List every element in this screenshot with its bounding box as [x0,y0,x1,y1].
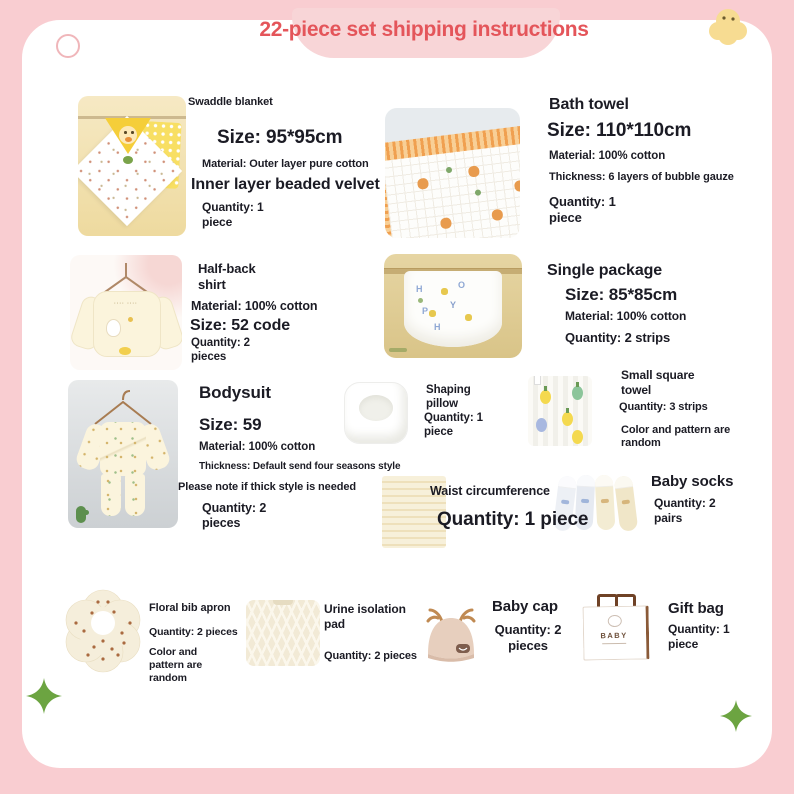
small-square-towel-photo [528,376,592,446]
shaping-pillow-quantity: Quantity: 1 piece [424,412,483,439]
half-back-shirt-size: Size: 52 code [190,317,291,334]
bodysuit-size: Size: 59 [199,415,262,434]
floral-bib-photo [62,585,144,675]
urine-pad-photo [246,600,320,666]
single-package-name: Single package [547,262,663,279]
small-square-towel-name: Small square towel [621,368,695,397]
urine-pad-name: Urine isolation pad [324,602,406,631]
floral-bib-quantity: Quantity: 2 pieces [149,626,238,638]
gift-bag-label: BABY [600,630,628,641]
bath-towel-thickness: Thickness: 6 layers of bubble gauze [549,171,734,183]
bath-towel-material: Material: 100% cotton [549,150,666,162]
chick-icon [706,4,750,48]
shaping-pillow-name: Shaping pillow [426,384,471,411]
page-title: 22-piece set shipping instructions [259,18,589,41]
swaddle-blanket-name: Swaddle blanket [188,96,273,108]
waist-circumference-name: Waist circumference [430,484,550,498]
bath-towel-name: Bath towel [549,96,629,113]
half-back-shirt-material: Material: 100% cotton [191,299,318,313]
bodysuit-thickness: Thickness: Default send four seasons style [199,461,401,472]
baby-cap-name: Baby cap [492,598,558,615]
swaddle-blanket-size: Size: 95*95cm [217,127,343,148]
baby-cap-quantity: Quantity: 2 pieces [494,622,562,653]
swaddle-blanket-material-2: Inner layer beaded velvet [191,176,380,193]
urine-pad-quantity: Quantity: 2 pieces [324,650,417,662]
gift-bag-photo [575,588,653,662]
half-back-shirt-quantity: Quantity: 2 pieces [191,337,250,364]
swaddle-blanket-quantity: Quantity: 1 piece [202,200,264,229]
half-back-shirt-photo: ···· ···· [70,255,182,370]
single-package-material: Material: 100% cotton [565,309,687,323]
baby-socks-name: Baby socks [651,473,734,490]
single-package-size: Size: 85*85cm [565,285,678,304]
half-back-shirt-name: Half-back shirt [198,261,256,292]
bath-towel-quantity: Quantity: 1 piece [549,194,616,225]
bodysuit-material: Material: 100% cotton [199,441,316,453]
floral-bib-name: Floral bib apron [149,602,231,614]
bodysuit-quantity: Quantity: 2 pieces [202,501,267,531]
single-package-quantity: Quantity: 2 strips [565,330,671,345]
waist-circumference-quantity: Quantity: 1 piece [437,509,589,530]
gift-bag-quantity: Quantity: 1 piece [668,622,730,651]
floral-bib-note: Color and pattern are random [149,646,203,684]
small-square-towel-note: Color and pattern are random [621,424,731,450]
baby-socks-quantity: Quantity: 2 pairs [654,496,716,525]
sparkle-icon [720,700,752,732]
bodysuit-name: Bodysuit [199,383,271,402]
circle-ornament-icon [56,34,80,58]
single-package-photo: H O P Y H [384,254,522,358]
swaddle-blanket-photo [78,96,186,236]
bodysuit-photo [68,380,178,528]
bodysuit-note: Please note if thick style is needed [178,481,356,493]
sparkle-icon [26,678,62,714]
small-square-towel-quantity: Quantity: 3 strips [619,401,708,413]
bath-towel-size: Size: 110*110cm [547,120,692,141]
baby-cap-photo [420,606,482,664]
bear-logo-icon [608,615,622,627]
shaping-pillow-photo [344,382,408,444]
gift-bag-name: Gift bag [668,600,724,617]
bath-towel-photo [385,108,520,238]
swaddle-blanket-material: Material: Outer layer pure cotton [202,158,369,170]
